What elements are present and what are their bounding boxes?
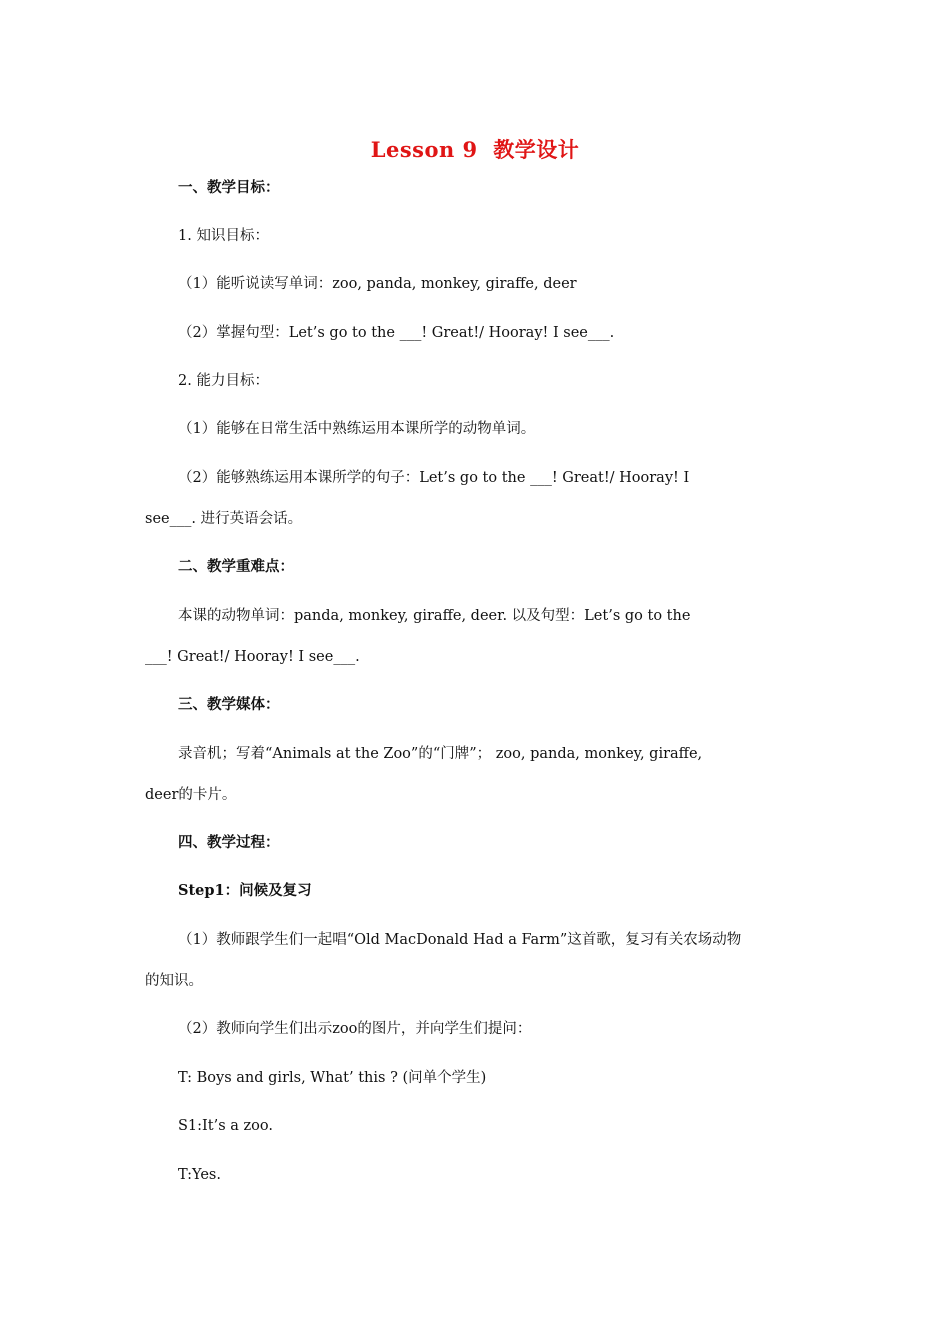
section-heading-process: 四、教学过程： [178, 834, 280, 851]
step1-heading: Step1：问候及复习 [178, 882, 312, 899]
key-points-line-1: 本课的动物单词：panda, monkey, giraffe, deer. 以及句型：Let’s go to the [178, 608, 691, 624]
knowledge-goal-item-2: （2）掌握句型：Let’s go to the ___! Great!/ Hooray! I see___. [178, 325, 615, 341]
step1-item-1-line-2: 的知识。 [145, 973, 203, 989]
section-heading-goals: 一、教学目标： [178, 179, 280, 196]
section-heading-key-points: 二、教学重难点： [178, 558, 294, 575]
media-line-1: 录音机；写着“Animals at the Zoo”的“门牌”； zoo, panda, monkey, giraffe, [178, 746, 703, 762]
ability-goal-item-1: （1）能够在日常生活中熟练运用本课所学的动物单词。 [178, 421, 536, 437]
step1-item-2: （2）教师向学生们出示zoo的图片，并向学生们提问： [178, 1021, 532, 1037]
knowledge-goal-item-1: （1）能听说读写单词：zoo, panda, monkey, giraffe, deer [178, 276, 577, 292]
ability-goal-heading: 2. 能力目标： [178, 373, 269, 389]
dialogue-line-1: T: Boys and girls, What’ this ? (问单个学生) [178, 1070, 487, 1086]
section-heading-media: 三、教学媒体： [178, 696, 280, 713]
page-title: Lesson 9 教学设计 [370, 137, 580, 162]
dialogue-line-2: S1:It’s a zoo. [178, 1118, 273, 1134]
media-line-2: deer的卡片。 [145, 787, 237, 803]
knowledge-goal-heading: 1. 知识目标： [178, 228, 269, 244]
ability-goal-item-2-line-1: （2）能够熟练运用本课所学的句子：Let’s go to the ___! Great!/ Hooray! I [178, 470, 690, 486]
step1-item-1-line-1: （1）教师跟学生们一起唱“Old MacDonald Had a Farm”这首歌，复习有关农场动物 [178, 932, 742, 948]
ability-goal-item-2-line-2: see___. 进行英语会话。 [145, 511, 303, 527]
dialogue-line-3: T:Yes. [178, 1167, 221, 1183]
key-points-line-2: ___! Great!/ Hooray! I see___. [145, 649, 360, 665]
